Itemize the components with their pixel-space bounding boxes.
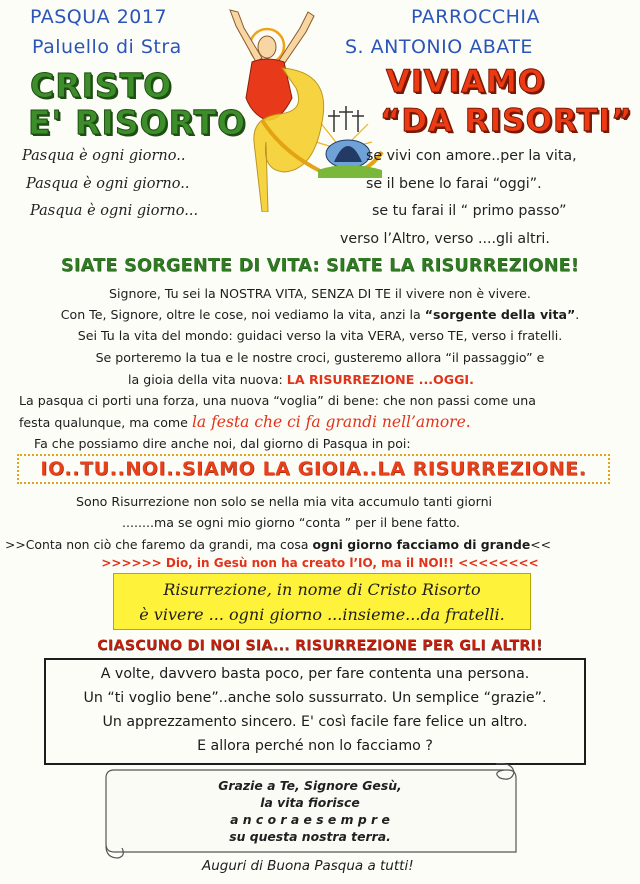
auguri-text: Auguri di Buona Pasqua a tutti!: [202, 858, 414, 874]
prayer-line-7-text: festa qualunque, ma come: [19, 415, 192, 430]
gioia-banner: IO..TU..NOI..SIAMO LA GIOIA..LA RISURREZIONE.: [17, 454, 610, 484]
prayer-line-2-end: .: [575, 307, 580, 322]
prayer-line-5-text: la gioia della vita nuova:: [128, 372, 287, 387]
kindness-line-4: E allora perché non lo facciamo ?: [197, 738, 433, 754]
prayer-line-5: [128, 372, 474, 387]
scroll-line-1: Grazie a Te, Signore Gesù,: [218, 778, 402, 793]
prayer-scroll: [100, 762, 520, 862]
risurrezione-line-1: Sono Risurrezione non solo se nella mia vita accumulo tanti giorni: [76, 494, 493, 509]
kindness-line-1: A volte, davvero basta poco, per fare contenta una persona.: [100, 666, 530, 682]
prayer-line-6: La pasqua ci porti una forza, una nuova “voglia” di bene: che non passi come una: [19, 393, 536, 408]
three-crosses-icon: [328, 106, 364, 132]
kindness-line-3: Un apprezzamento sincero. E' così facile fare felice un altro.: [102, 714, 528, 730]
kindness-line-2: Un “ti voglio bene”..anche solo sussurrato. Un semplice “grazie”.: [83, 690, 547, 706]
title-cristo: CRISTO: [30, 66, 173, 105]
section-title-sorgente: SIATE SORGENTE DI VITA: SIATE LA RISURREZIONE!: [60, 256, 580, 276]
yellow-quote-box: [113, 573, 531, 630]
right-line-4: verso l’Altro, verso ....gli altri.: [340, 231, 550, 247]
prayer-line-8: Fa che possiamo dire anche noi, dal giorno di Pasqua in poi:: [34, 436, 411, 451]
risurrezione-line-4: >>>>>> Dio, in Gesù non ha creato l’IO, ma il NOI!! <<<<<<<<: [101, 556, 539, 570]
pasqua-line-1: Pasqua è ogni giorno..: [22, 148, 186, 164]
pasqua-line-2: Pasqua è ogni giorno..: [26, 176, 190, 192]
risurrezione-line-2: ........ma se ogni mio giorno “conta ” per il bene fatto.: [122, 515, 461, 530]
risurrezione-line-3-text: >>Conta non ciò che faremo da grandi, ma cosa: [5, 537, 313, 552]
prayer-line-2-bold: “sorgente della vita”: [424, 307, 576, 322]
prayer-line-7-festa: la festa che ci fa grandi nell’amore.: [191, 413, 471, 431]
scroll-line-4: su questa nostra terra.: [229, 829, 391, 844]
pasqua-line-3: Pasqua è ogni giorno...: [30, 203, 199, 219]
title-e-risorto: E' RISORTO: [28, 103, 247, 142]
title-da-risorti: “DA RISORTI”: [380, 103, 633, 139]
prayer-line-5-red: LA RISURREZIONE ...OGGI.: [286, 372, 474, 387]
risurrezione-line-3: [5, 537, 551, 552]
prayer-line-4: Se porteremo la tua e le nostre croci, gusteremo allora “il passaggio” e: [95, 350, 545, 365]
right-line-1: se vivi con amore..per la vita,: [366, 148, 577, 164]
scroll-line-2: la vita fiorisce: [260, 795, 360, 810]
title-viviamo: VIVIAMO: [386, 64, 546, 100]
prayer-line-2-text: Con Te, Signore, oltre le cose, noi vediamo la vita, anzi la: [60, 307, 425, 322]
header-parish-name: S. ANTONIO ABATE: [345, 36, 533, 58]
prayer-line-7: [19, 413, 471, 431]
right-line-2: se il bene lo farai “oggi”.: [366, 176, 542, 192]
yellow-quote-line-1: Risurrezione, in nome di Cristo Risorto: [163, 580, 481, 599]
header-parrocchia: PARROCCHIA: [411, 6, 541, 28]
right-line-3: se tu farai il “ primo passo”: [372, 203, 567, 219]
header-paluello: Paluello di Stra: [32, 36, 182, 58]
section-title-ciascuno: CIASCUNO DI NOI SIA... RISURREZIONE PER GLI ALTRI!: [97, 638, 543, 654]
prayer-line-2: [0, 307, 640, 322]
scroll-line-3: a n c o r a e s e m p r e: [230, 812, 390, 827]
prayer-line-1: Signore, Tu sei la NOSTRA VITA, SENZA DI TE il vivere non è vivere.: [109, 286, 531, 301]
yellow-quote-line-2: è vivere ... ogni giorno ...insieme...da fratelli.: [139, 605, 505, 624]
risurrezione-line-3-end: <<: [530, 537, 552, 552]
kindness-box: [44, 658, 586, 765]
risurrezione-line-3-bold: ogni giorno facciamo di grande: [312, 537, 531, 552]
prayer-line-3: Sei Tu la vita del mondo: guidaci verso la vita VERA, verso TE, verso i fratelli.: [77, 328, 563, 343]
header-pasqua-2017: PASQUA 2017: [30, 6, 168, 28]
